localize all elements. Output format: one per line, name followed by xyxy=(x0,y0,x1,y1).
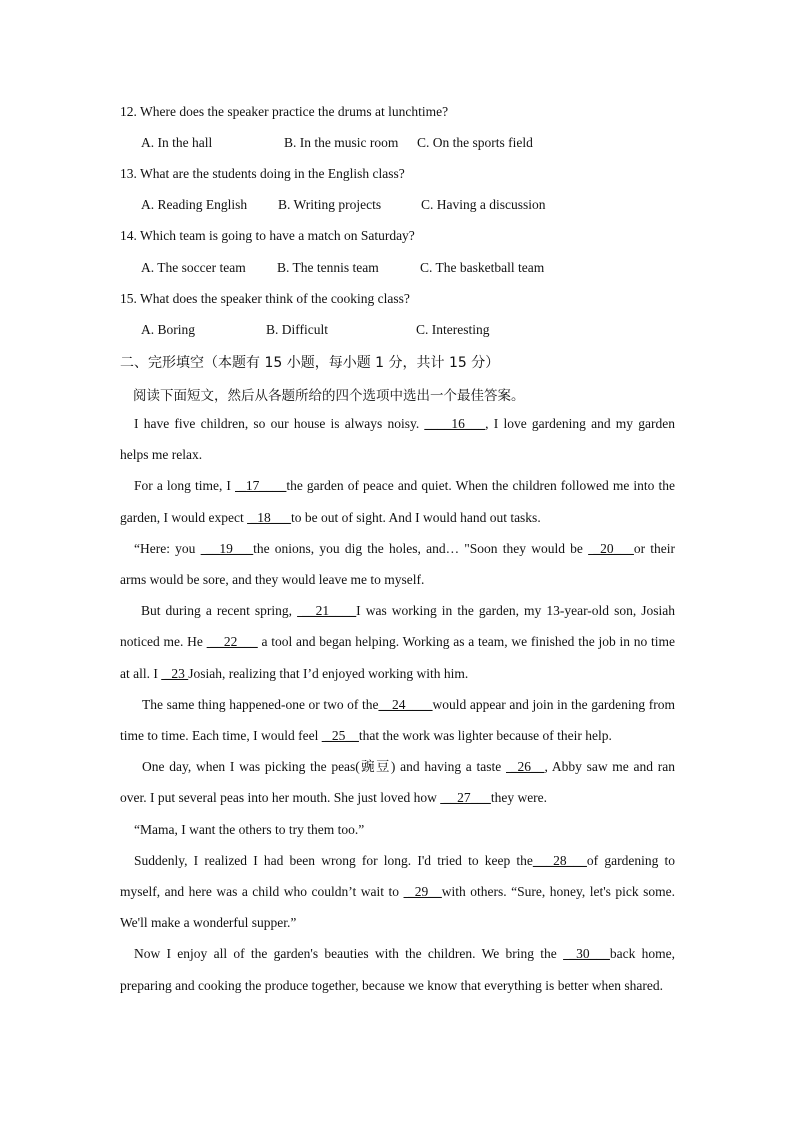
text-run: For a long time, I xyxy=(134,478,235,494)
blank-29: _29__ xyxy=(403,884,442,900)
text-run: that the work was lighter because of their help. xyxy=(358,728,612,744)
question-12-stem: 12. Where does the speaker practice the drums at lunchtime? xyxy=(120,104,449,119)
question-13-stem: 13. What are the students doing in the English class? xyxy=(120,166,405,181)
passage-paragraph-4 xyxy=(120,595,675,689)
text-run: , I love gardening and my garden helps me relax. xyxy=(120,416,675,463)
question-12-option-a: A. In the hall xyxy=(141,135,213,150)
passage-paragraph-1 xyxy=(120,408,675,470)
blank-23: _23 xyxy=(161,665,189,681)
passage-paragraph-3 xyxy=(120,533,675,595)
text-run: with others. “Sure, honey, let's pick some. We'll make a wonderful supper.” xyxy=(120,884,676,931)
question-13-option-b: B. Writing projects xyxy=(278,197,382,212)
text-run: the garden of peace and quiet. When the children followed me into the garden, I would expect xyxy=(120,478,675,525)
text-run: “Mama, I want the others to try them too.” xyxy=(134,821,365,837)
question-15-option-b: B. Difficult xyxy=(266,322,328,337)
passage-paragraph-2 xyxy=(120,470,675,532)
text-run: , Abby saw me and ran over. I put several peas into her mouth. She just loved how xyxy=(120,759,675,806)
cloze-passage xyxy=(120,408,675,1001)
blank-30: _30___ xyxy=(563,946,610,962)
blank-20: _20___ xyxy=(588,540,634,556)
question-13-option-a: A. Reading English xyxy=(141,197,248,212)
blank-21: __21____ xyxy=(297,603,357,619)
passage-paragraph-7 xyxy=(120,814,675,845)
text-run: But during a recent spring, xyxy=(141,603,298,619)
blank-28: ___28___ xyxy=(532,852,587,868)
question-15-stem: 15. What does the speaker think of the cooking class? xyxy=(120,291,410,306)
section-heading: 二、完形填空（本题有 15 小题，每小题 1 分，共计 15 分） xyxy=(120,355,500,371)
question-14-option-c: C. The basketball team xyxy=(420,260,545,275)
question-13-option-c: C. Having a discussion xyxy=(421,197,546,212)
text-run: a tool and began helping. Working as a team, we finished the job in no time at all. I xyxy=(120,634,675,681)
section-instruction: 阅读下面短文，然后从各题所给的四个选项中选出一个最佳答案。 xyxy=(133,388,525,404)
text-run: One day, when I was picking the peas(豌豆) and having a taste xyxy=(142,759,506,775)
blank-26: _26__ xyxy=(506,759,545,775)
question-15-option-c: C. Interesting xyxy=(416,322,490,337)
text-run: would appear and join in the gardening from time to time. Each time, I would feel xyxy=(120,696,675,744)
passage-paragraph-9 xyxy=(120,938,675,1000)
question-15-option-a: A. Boring xyxy=(141,322,195,337)
blank-25: _25__ xyxy=(321,728,359,744)
blank-16: ____16___ xyxy=(424,416,486,431)
text-run: I have five children, so our house is always noisy. xyxy=(134,416,425,431)
text-run: or their arms would be sore, and they would leave me to myself. xyxy=(120,540,676,588)
question-14-option-b: B. The tennis team xyxy=(277,260,379,275)
text-run: to be out of sight. And I would hand out tasks. xyxy=(290,509,541,525)
blank-27: __27___ xyxy=(440,790,491,806)
text-run: “Here: you xyxy=(134,540,201,556)
text-run: Josiah, realizing that I’d enjoyed working with him. xyxy=(188,665,469,681)
text-run: the onions, you dig the holes, and… "Soon they would be xyxy=(253,540,589,556)
question-14-option-a: A. The soccer team xyxy=(141,260,246,275)
question-12-option-b: B. In the music room xyxy=(284,135,399,150)
question-12-option-c: C. On the sports field xyxy=(417,135,533,150)
blank-17: _17____ xyxy=(235,478,287,494)
passage-paragraph-8 xyxy=(120,845,675,939)
text-run: I was working in the garden, my 13-year-old son, Josiah noticed me. He xyxy=(120,603,676,650)
blank-18: _18___ xyxy=(247,509,291,525)
text-run: they were. xyxy=(490,790,548,806)
passage-paragraph-6 xyxy=(120,751,675,813)
question-14-stem: 14. Which team is going to have a match on Saturday? xyxy=(120,228,415,243)
text-run: of gardening to myself, and here was a child who couldn’t wait to xyxy=(120,852,675,900)
passage-paragraph-5 xyxy=(120,689,675,751)
text-run: back home, preparing and cooking the produce together, because we know that everything is better when shared. xyxy=(120,946,676,993)
blank-19: __19___ xyxy=(200,540,254,556)
text-run: The same thing happened-one or two of the xyxy=(142,696,379,712)
text-run: Suddenly, I realized I had been wrong for long. I'd tried to keep the xyxy=(134,852,533,868)
blank-22: __22___ xyxy=(206,634,258,650)
blank-24: __24____ xyxy=(378,696,433,712)
text-run: Now I enjoy all of the garden's beauties with the children. We bring the xyxy=(134,946,564,962)
